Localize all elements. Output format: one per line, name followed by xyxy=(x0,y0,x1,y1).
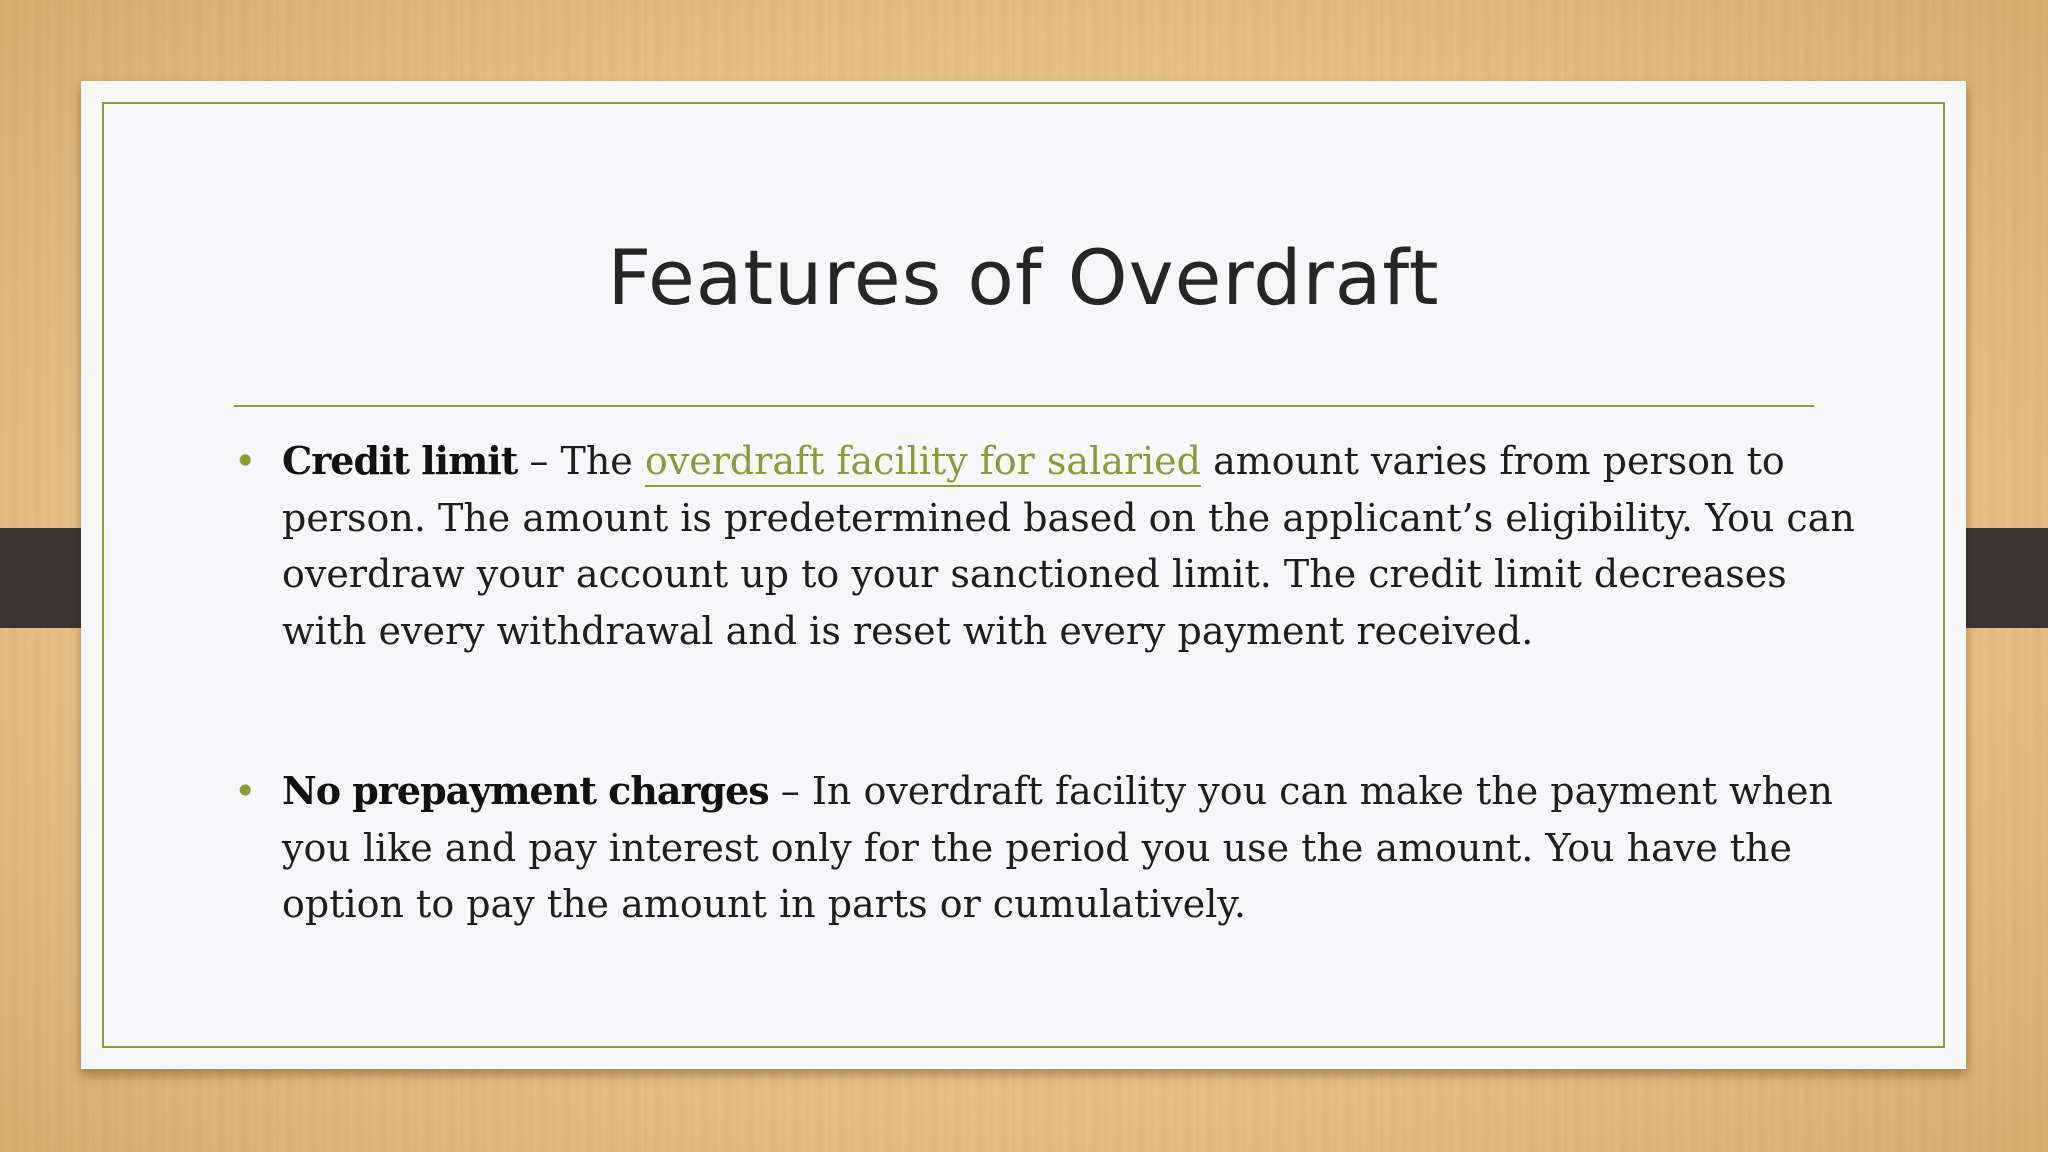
bullet-text: In overdraft facility you can make the payment when you like and pay interest only for the period you use the amount. You have the option to pay the amount in parts or cumulatively. xyxy=(282,769,1834,926)
title-divider xyxy=(234,405,1814,407)
bullet-dot-icon: • xyxy=(234,439,257,483)
bullet-term: Credit limit xyxy=(282,438,518,483)
bullet-term: No prepayment charges xyxy=(282,768,769,813)
overdraft-facility-link[interactable]: overdraft facility for salaried xyxy=(645,439,1201,487)
bullet-list xyxy=(234,433,1874,933)
bullet-text: amount varies from person to person. The amount is predetermined based on the applicant’s eligibility. You can overdraw your account up to your sanctioned limit. The credit limit decreases with every withdrawal and is reset with every payment received. xyxy=(282,439,1855,653)
slide-title: Features of Overdraft xyxy=(607,233,1440,322)
bullet-dash: – xyxy=(768,769,812,813)
bullet-pre-link-text: The xyxy=(560,439,645,483)
bullet-no-prepayment-charges xyxy=(234,763,1874,933)
slide-card xyxy=(81,81,1966,1069)
bullet-dot-icon: • xyxy=(234,769,257,813)
bullet-credit-limit xyxy=(234,433,1874,659)
bullet-dash: – xyxy=(517,439,561,483)
